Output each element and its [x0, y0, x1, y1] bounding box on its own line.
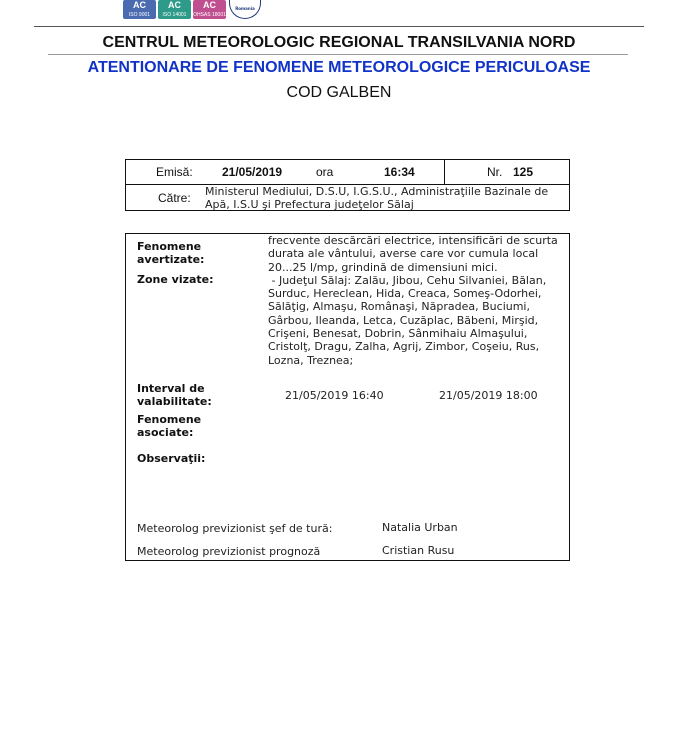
warning-description	[268, 234, 568, 367]
ora-label: ora	[316, 165, 334, 179]
warning-title: ATENTIONARE DE FENOMENE METEOROLOGICE PERICULOASE	[87, 59, 591, 76]
issue-number: 125	[513, 165, 534, 179]
fenomene-asociate-label: Fenomene asociate:	[137, 413, 202, 439]
zone-vizate-label: Zone vizate:	[137, 273, 214, 286]
globe-label: Romania	[235, 6, 255, 11]
logo-caption: ISO 14001	[162, 12, 187, 18]
interval-end: 21/05/2019 18:00	[439, 389, 538, 402]
shift-meteorologist-name: Natalia Urban	[382, 521, 458, 534]
issue-date: 21/05/2019	[222, 165, 283, 179]
logo-mark: AC	[203, 0, 216, 10]
logo-mark: AC	[133, 0, 146, 10]
iso-9001-logo	[123, 0, 156, 19]
warning-code: COD GALBEN	[286, 84, 392, 101]
issue-info-table	[125, 159, 570, 211]
recipients-text: Ministerul Mediului, D.S.U, I.G.S.U., Administraţiile Bazinale de Apă, I.S.U şi Prefectura judeţelor Sălaj	[205, 185, 549, 211]
logo-caption: OHSAS 18001	[193, 12, 226, 18]
emisa-label: Emisă:	[156, 165, 193, 179]
title-divider	[48, 54, 628, 55]
issue-time: 16:34	[384, 165, 415, 179]
top-divider	[34, 26, 644, 27]
column-divider	[444, 160, 445, 184]
certification-globe-logo	[229, 0, 261, 19]
logo-mark: AC	[168, 0, 181, 10]
interval-label: Interval de valabilitate:	[137, 382, 212, 408]
shift-meteorologist-label: Meteorolog previzionist şef de tură:	[137, 522, 333, 535]
forecast-meteorologist-label: Meteorolog previzionist prognoză	[137, 545, 321, 558]
fenomene-avertizate-label: Fenomene avertizate:	[137, 240, 205, 266]
warning-details-box	[125, 233, 570, 561]
iso-14001-logo	[158, 0, 191, 19]
nr-label: Nr.	[487, 165, 503, 179]
zones-text: - Judeţul Sălaj: Zalău, Jibou, Cehu Silvaniei, Bălan, Surduc, Hereclean, Hida, Creaca, Someş-Odorhei, Sălăţig, Almaşu, Românaşi, Năpradea, Buciumi, Gârbou, Ileanda, Letca, Cuzăplac, Băbeni, Mirşid, Crişeni, Benesat, Dobrin, Sânmihaiu Almaşului, Cristolţ, Dragu, Zalha, Agrij, Zimbor, Coşeiu, Rus, Lozna, Treznea;	[268, 273, 550, 367]
forecast-meteorologist-name: Cristian Rusu	[382, 544, 455, 557]
phenomena-text: frecvente descărcări electrice, intensificări de scurta durata ale vântului, averse care vor cumula local 20...25 l/mp, grindină de dimensiuni mici.	[268, 234, 558, 274]
ohsas-18001-logo	[193, 0, 226, 19]
interval-start: 21/05/2019 16:40	[285, 389, 384, 402]
logo-caption: ISO 9001	[128, 12, 151, 18]
observatii-label: Observaţii:	[137, 452, 206, 465]
catre-label: Către:	[158, 191, 191, 205]
organization-title: CENTRUL METEOROLOGIC REGIONAL TRANSILVANIA NORD	[102, 34, 576, 51]
